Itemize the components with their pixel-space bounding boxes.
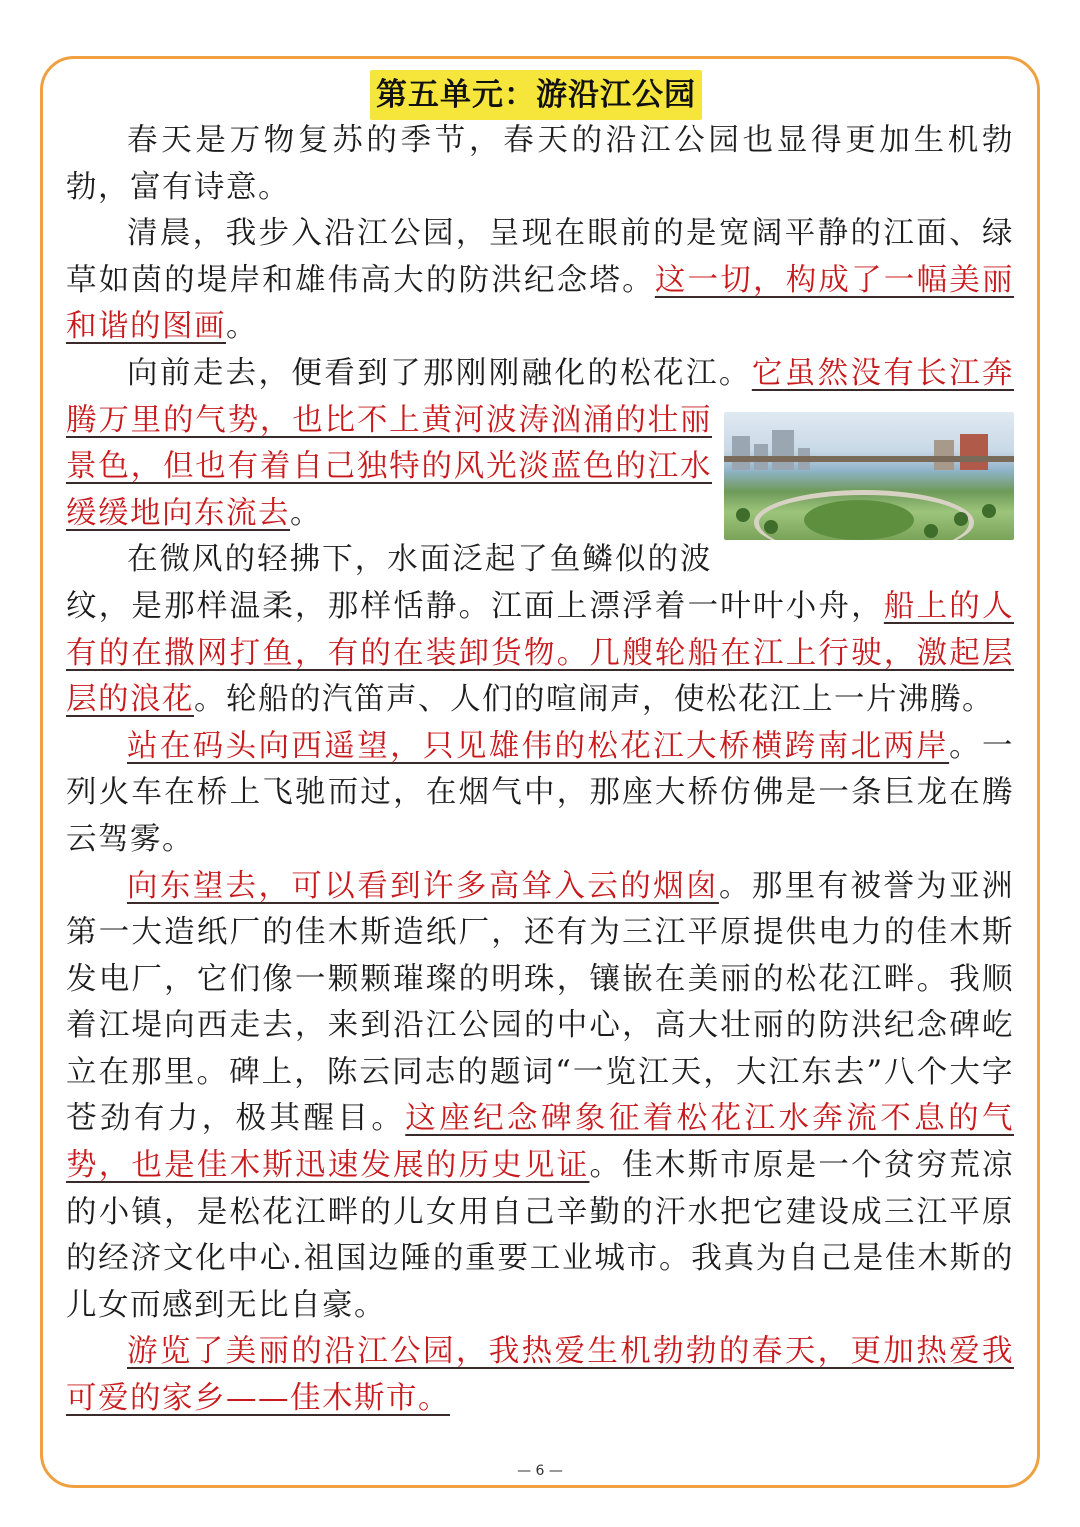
paragraph-7: [66, 1329, 1014, 1422]
paragraph-text: 清晨，我步入沿江公园，呈现在眼前的是宽阔平静的江面、绿草如茵的堤岸和雄伟高大的防洪纪念塔。: [66, 216, 1014, 298]
highlighted-sentence: 它虽然没有长江奔腾万里的气势，也比不上黄河波涛汹涌的壮丽景色，但也有着自己独特的风光淡蓝色的江水缓缓地向东流去: [66, 355, 1015, 531]
highlighted-sentence: 这一切，构成了一幅美丽和谐的图画: [66, 262, 1015, 345]
paragraph-4: [66, 537, 1014, 723]
highlighted-sentence: 这座纪念碑象征着松花江水奔流不息的气势，也是佳木斯迅速发展的历史见证: [66, 1101, 1015, 1184]
paragraph-text: 。: [226, 309, 258, 345]
paragraph-5: [66, 724, 1014, 864]
highlighted-sentence: 站在码头向西遥望，只见雄伟的松花江大桥横跨南北两岸: [127, 728, 950, 764]
highlighted-sentence: 船上的人有的在撒网打鱼，有的在装卸货物。几艘轮船在江上行驶，激起层层的浪花: [66, 588, 1015, 718]
highlighted-sentence: 向东望去，可以看到许多高耸入云的烟囱: [127, 868, 719, 904]
paragraph-text: 春天是万物复苏的季节，春天的沿江公园也显得更加生机勃勃，富有诗意。: [66, 123, 1014, 205]
page-number: — 6 —: [517, 1463, 563, 1479]
paragraph-6: [66, 864, 1014, 1330]
paragraph-2: [66, 211, 1014, 351]
paragraph-1: [66, 118, 1014, 211]
paragraph-text: 向前走去，便看到了那刚刚融化的松花江。: [127, 355, 752, 391]
riverside-park-photo: [724, 412, 1014, 540]
paragraph-text: 在微风的轻拂下，水面泛起了鱼鳞似的波纹，是那样温柔，那样恬静。江面上漂浮着一叶叶小舟，: [66, 542, 884, 624]
paragraph-text: 。那里有被誉为亚洲第一大造纸厂的佳木斯造纸厂，还有为三江平原提供电力的佳木斯发电厂，它们像一颗颗璀璨的明珠，镶嵌在美丽的松花江畔。我顺着江堤向西走去，来到沿江公园的中心，高大壮丽的防洪纪念碑屹立在那里。碑上，陈云同志的题词“一览江天，大江东去”八个大字苍劲有力，极其醒目。: [66, 868, 1015, 1137]
highlighted-sentence: 游览了美丽的沿江公园，我热爱生机勃勃的春天，更加热爱我可爱的家乡——佳木斯市。: [66, 1334, 1014, 1417]
paragraph-text: 。佳木斯市原是一个贫穷荒凉的小镇，是松花江畔的儿女用自己辛勤的汗水把它建设成三江平原的经济文化中心.祖国边陲的重要工业城市。我真为自己是佳木斯的儿女而感到无比自豪。: [66, 1148, 1015, 1323]
unit-title: 第五单元：游沿江公园: [370, 70, 702, 120]
essay-body: [66, 118, 1014, 1423]
paragraph-text: 。: [290, 495, 322, 531]
paragraph-text: 。一列火车在桥上飞驰而过，在烟气中，那座大桥仿佛是一条巨龙在腾云驾雾。: [66, 728, 1015, 857]
paragraph-text: 。轮船的汽笛声、人们的喧闹声，使松花江上一片沸腾。: [194, 682, 994, 718]
paragraph-3: [66, 351, 1014, 537]
